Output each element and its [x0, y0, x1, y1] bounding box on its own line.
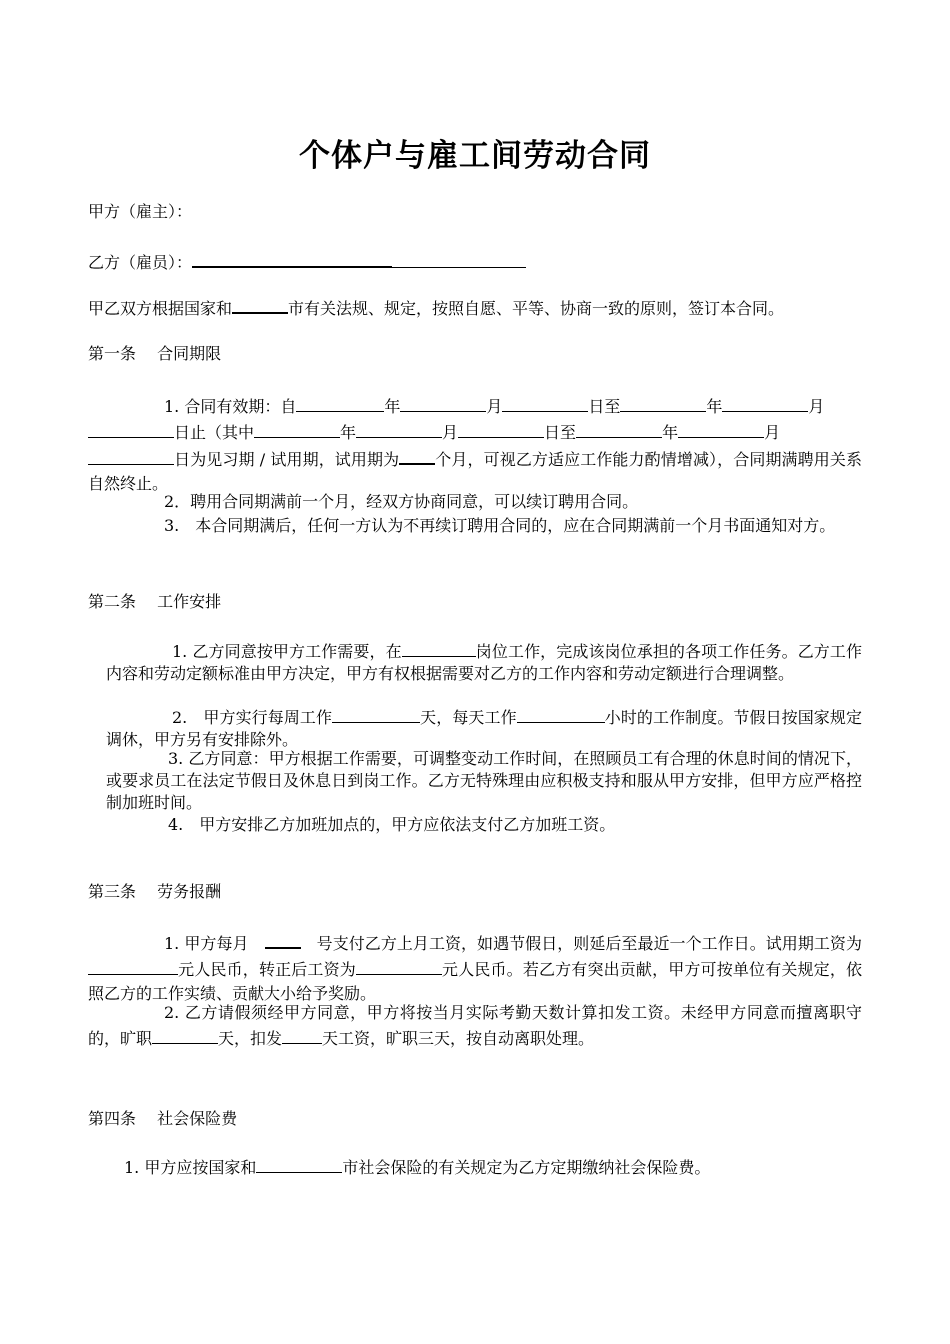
- s1-day-end-label: 日止（其中: [174, 423, 255, 442]
- s1-year-label: 年: [384, 397, 401, 416]
- hours-per-day-blank[interactable]: [517, 704, 605, 723]
- probation-months-blank[interactable]: [399, 445, 435, 465]
- s3-p1-start: 1. 甲方每月: [164, 934, 249, 953]
- document-title: 个体户与雇工间劳动合同: [299, 138, 651, 174]
- s1-month-label-2: 月: [808, 397, 825, 416]
- section-2-para-1: [106, 638, 862, 685]
- s3-p2-a: 2. 乙方请假须经甲方同意，甲方将按当月实际考勤天数计算扣发工资。未经甲方同意而擅离职守的，旷职: [88, 1003, 862, 1048]
- s1-tail-text: 个月，可视乙方适应工作能力酌情增减），合同期满聘用关系自然终止。: [88, 450, 862, 493]
- post-blank[interactable]: [402, 638, 476, 657]
- s4-p1-b: 市社会保险的有关规定为乙方定期缴纳社会保险费。: [342, 1158, 711, 1177]
- s1-year-label-3: 年: [340, 423, 357, 442]
- pay-day-blank[interactable]: [265, 929, 301, 949]
- s3-p2-b: 天，扣发: [218, 1029, 283, 1048]
- section-2-para-4: 4. 甲方安排乙方加班加点的，甲方应依法支付乙方加班工资。: [168, 815, 616, 834]
- probation-month-blank[interactable]: [356, 419, 442, 438]
- s1-month-label: 月: [486, 397, 503, 416]
- s1-month-label-4: 月: [764, 423, 781, 442]
- s4-p1-a: 1. 甲方应按国家和: [124, 1158, 257, 1177]
- s2-p2-rest: 小时的工作制度。节假日按国家规定调休，甲方另有安排除外。: [106, 708, 862, 749]
- probation-year-blank[interactable]: [254, 419, 340, 438]
- s1-year-label-4: 年: [662, 423, 679, 442]
- end-day-blank[interactable]: [88, 419, 174, 438]
- party-a-label: 甲方（雇主）：: [88, 202, 193, 221]
- party-b-blank-1[interactable]: [192, 248, 392, 268]
- section-1-heading: 第一条 合同期限: [88, 344, 222, 363]
- section-4-heading: 第四条 社会保险费: [88, 1109, 238, 1128]
- absence-days-blank[interactable]: [152, 1025, 218, 1044]
- s1-year-label-2: 年: [706, 397, 723, 416]
- s2-p1-start: 1. 乙方同意按甲方工作需要，在: [172, 642, 402, 661]
- s3-p1-c: 元人民币，转正后工资为: [178, 960, 356, 979]
- section-2-para-3: 3. 乙方同意：甲方根据工作需要，可调整变动工作时间，在照顾员工有合理的休息时间的情况下，或要求员工在法定节假日及休息日到岗工作。乙方无特殊理由应积极支持和服从甲方安排，但甲方应严格控制加班时间。: [106, 749, 862, 812]
- preamble-text-2: 市有关法规、规定，按照自愿、平等、协商一致的原则，签订本合同。: [288, 299, 785, 318]
- start-year-blank[interactable]: [296, 393, 384, 412]
- party-b-label: 乙方（雇员）：: [88, 253, 193, 272]
- deduct-days-blank[interactable]: [282, 1025, 322, 1044]
- party-b-line: [88, 248, 526, 275]
- section-3-heading: 第三条 劳务报酬: [88, 882, 222, 901]
- s3-p1-d: 元人民币。若乙方有突出贡献，甲方可按单位有关规定，依照乙方的工作实绩、贡献大小给予奖励。: [88, 960, 862, 1003]
- section-1-para-1: [88, 393, 862, 496]
- s1-probation-text: 日为见习期 / 试用期，试用期为: [174, 450, 400, 469]
- probation-end-day-blank[interactable]: [88, 446, 174, 465]
- probation-day-blank[interactable]: [458, 419, 544, 438]
- section-2-para-2: [106, 704, 862, 751]
- preamble: [88, 294, 784, 321]
- s2-p2-mid: 天，每天工作: [420, 708, 517, 727]
- days-per-week-blank[interactable]: [332, 704, 420, 723]
- s1-day-to-label-2: 日至: [544, 423, 577, 442]
- probation-salary-blank[interactable]: [88, 956, 178, 975]
- s1-month-label-3: 月: [442, 423, 459, 442]
- section-2-heading: 第二条 工作安排: [88, 592, 222, 611]
- probation-end-month-blank[interactable]: [678, 419, 764, 438]
- end-year-blank[interactable]: [620, 393, 706, 412]
- section-1-para-2: 2．聘用合同期满前一个月，经双方协商同意，可以续订聘用合同。: [164, 492, 639, 511]
- s2-p1-rest: 岗位工作，完成该岗位承担的各项工作任务。乙方工作内容和劳动定额标准由甲方决定，甲方有权根据需要对乙方的工作内容和劳动定额进行合理调整。: [106, 642, 862, 683]
- s1-day-to-label: 日至: [588, 397, 621, 416]
- party-b-blank-2[interactable]: [392, 249, 526, 268]
- section-3-para-1: [88, 929, 862, 1006]
- section-4-para-1: [124, 1154, 710, 1180]
- section-1-para-3: 3. 本合同期满后，任何一方认为不再续订聘用合同的，应在合同期满前一个月书面通知对方。: [164, 516, 836, 535]
- probation-end-year-blank[interactable]: [576, 419, 662, 438]
- preamble-text-1: 甲乙双方根据国家和: [88, 299, 233, 318]
- s2-p2-start: 2. 甲方实行每周工作: [172, 708, 333, 727]
- s3-p2-c: 天工资，旷职三天，按自动离职处理。: [322, 1029, 595, 1048]
- s3-p1-b: 号支付乙方上月工资，如遇节假日，则延后至最近一个工作日。试用期工资为: [316, 934, 862, 953]
- s1-p1-start: 1. 合同有效期：自: [164, 397, 297, 416]
- preamble-city-blank[interactable]: [232, 294, 288, 314]
- end-month-blank[interactable]: [722, 393, 808, 412]
- party-a-line: [88, 200, 192, 224]
- start-month-blank[interactable]: [400, 393, 486, 412]
- regular-salary-blank[interactable]: [356, 956, 442, 975]
- section-3-para-2: [88, 1001, 862, 1051]
- start-day-blank[interactable]: [502, 393, 588, 412]
- insurance-city-blank[interactable]: [256, 1154, 342, 1173]
